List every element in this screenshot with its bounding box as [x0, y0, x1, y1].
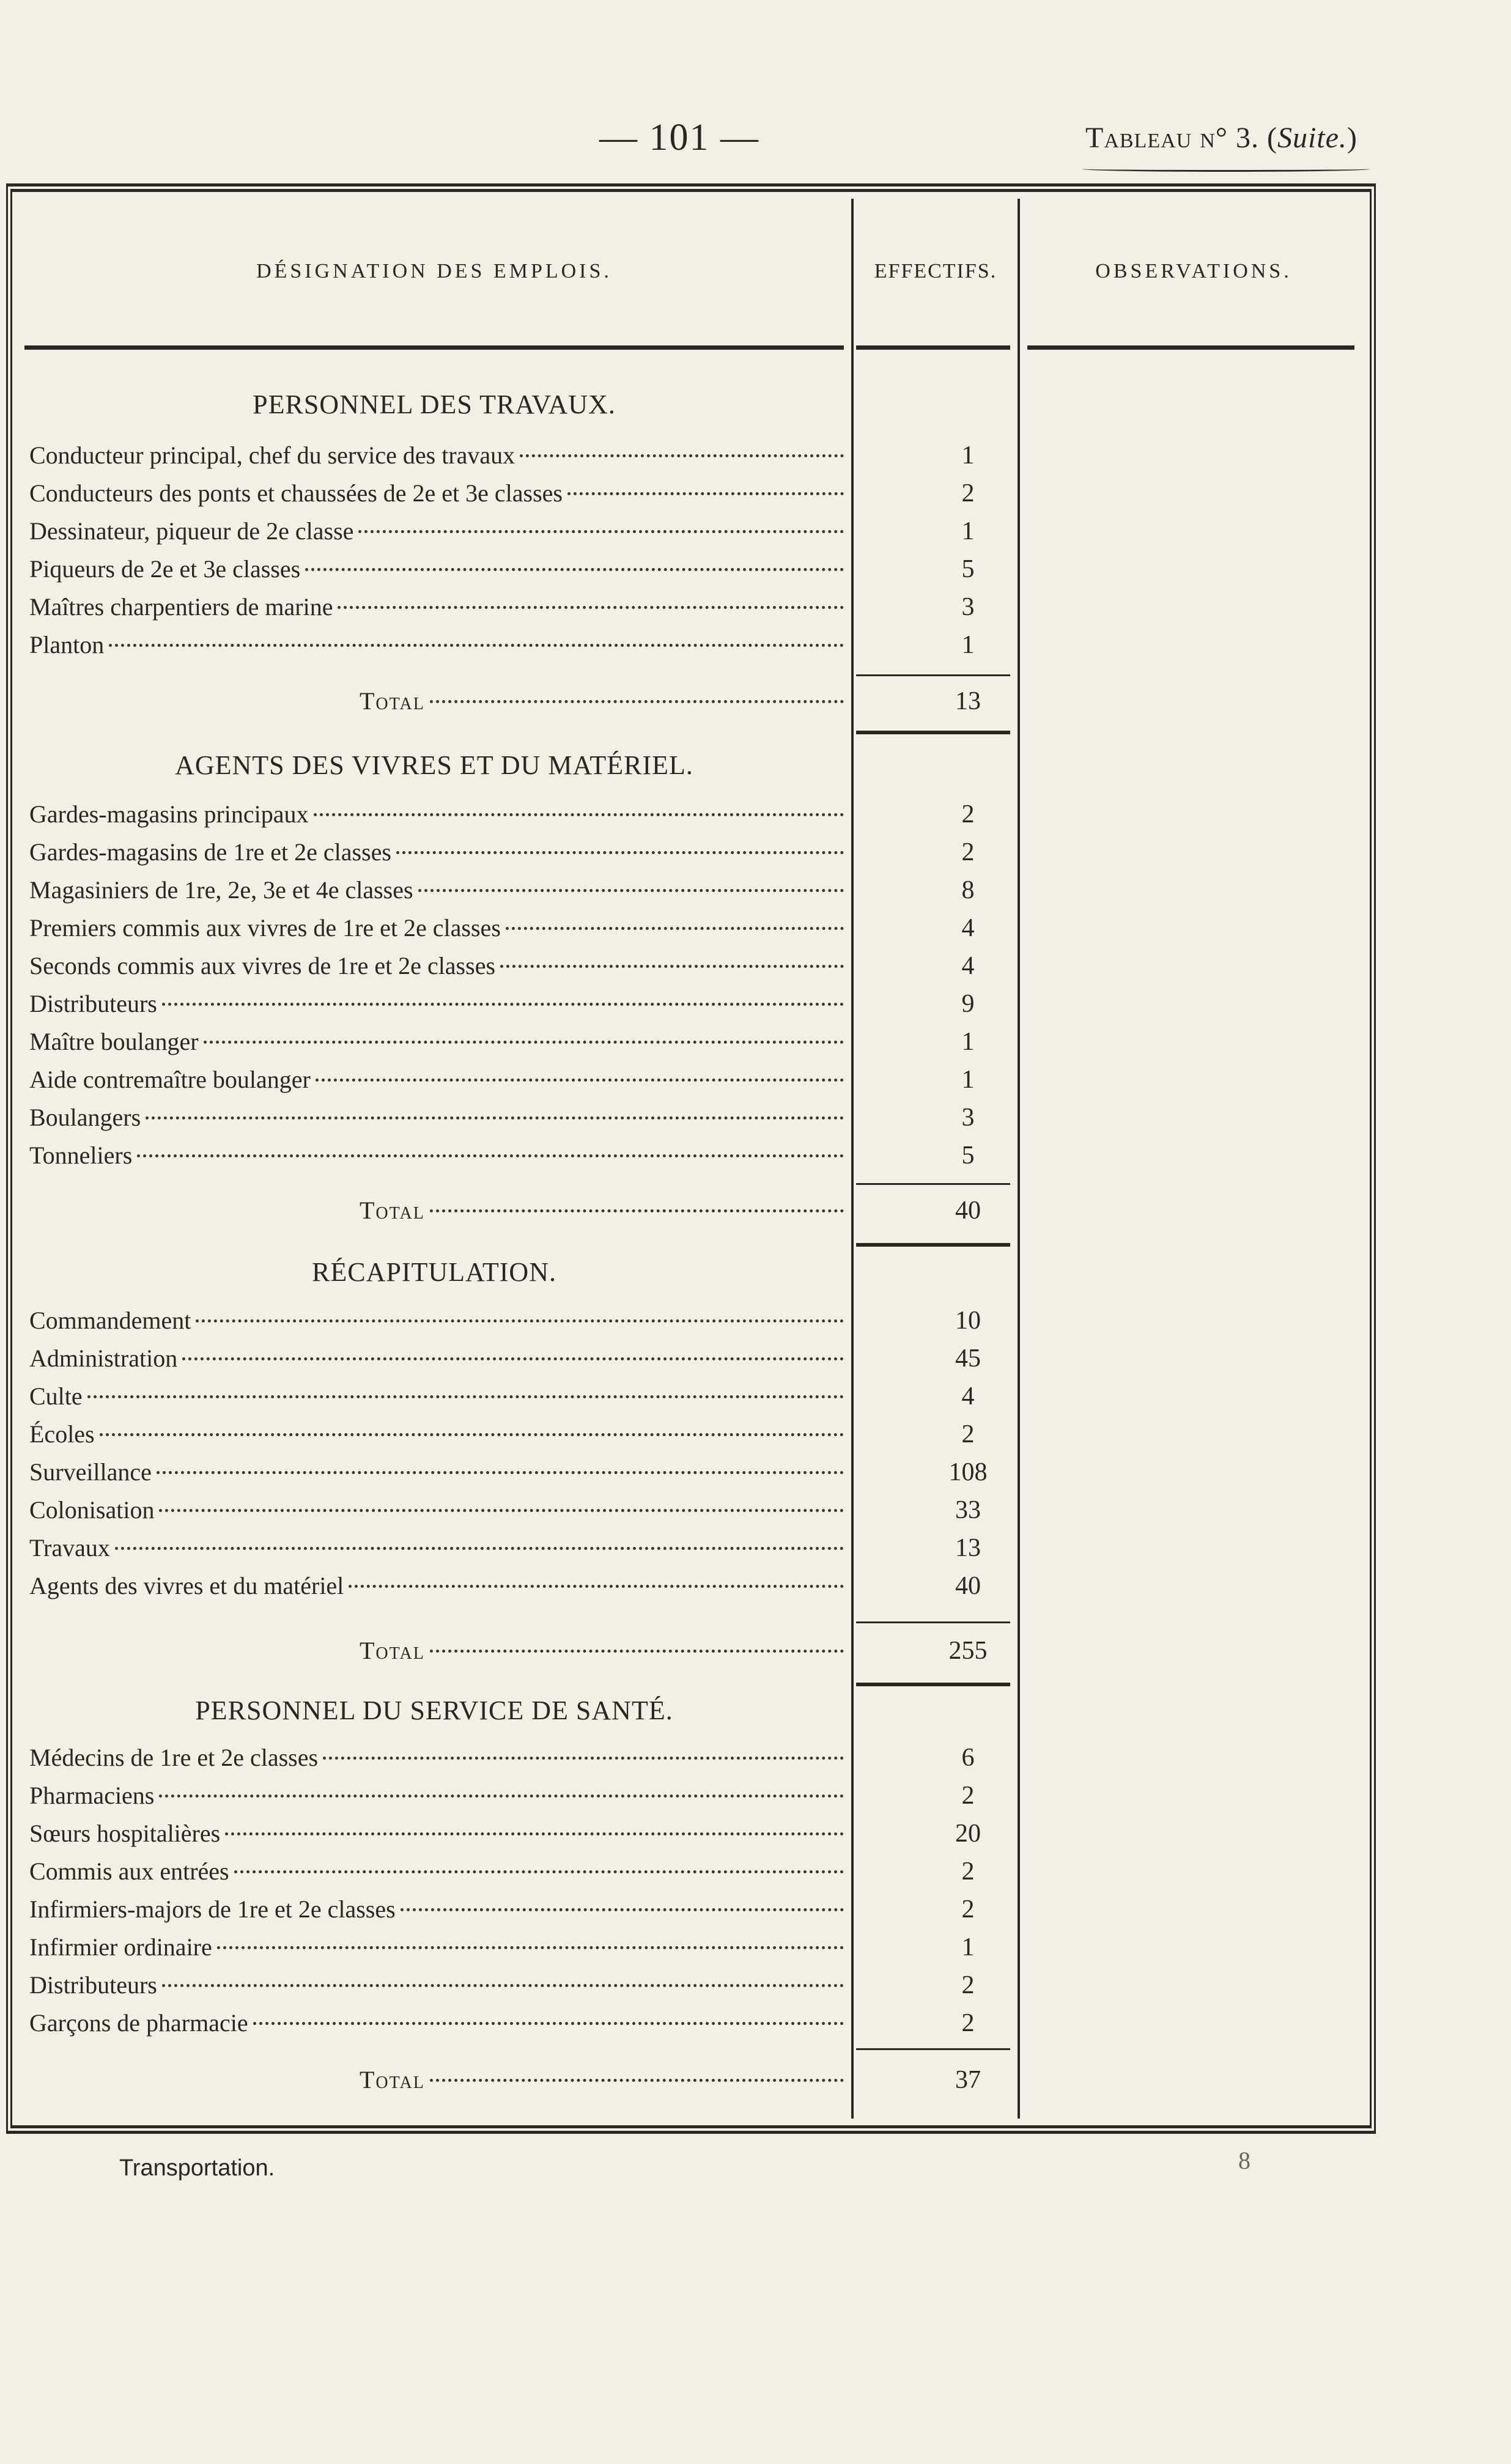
row-value: 3 — [961, 1104, 975, 1132]
row-value: 33 — [955, 1496, 981, 1524]
dot-leader — [157, 1471, 844, 1474]
table-row — [29, 2005, 975, 2042]
row-label: Distributeurs — [29, 990, 157, 1017]
total-value: 40 — [955, 1197, 981, 1225]
table-row — [29, 1099, 975, 1136]
dot-leader — [338, 606, 844, 609]
dot-leader — [162, 1003, 844, 1006]
dot-leader — [314, 813, 844, 816]
table-reference — [1085, 121, 1358, 155]
row-label: Maîtres charpentiers de marine — [29, 593, 333, 621]
sheet-signature-mark: 8 — [1238, 2147, 1251, 2174]
dot-leader — [87, 1395, 844, 1398]
row-label: Aide contremaître boulanger — [29, 1066, 311, 1093]
row-label: Surveillance — [29, 1458, 152, 1486]
footer-note: Transportation. — [119, 2155, 275, 2181]
total-value: 37 — [955, 2066, 981, 2094]
row-value: 13 — [955, 1534, 981, 1562]
section-end-rule — [856, 1243, 1010, 1247]
total-rule — [856, 1183, 1010, 1185]
section-title-sante: PERSONNEL DU SERVICE DE SANTÉ. — [195, 1695, 673, 1725]
header-rule-effectifs — [856, 345, 1010, 350]
row-value: 2 — [961, 1971, 975, 1999]
row-label: Infirmiers-majors de 1re et 2e classes — [29, 1895, 396, 1923]
row-value: 2 — [961, 479, 975, 507]
dot-leader — [358, 530, 844, 533]
section-title-recapitulation: RÉCAPITULATION. — [312, 1257, 556, 1287]
table-row — [29, 1568, 981, 1604]
column-header-designation: DÉSIGNATION DES EMPLOIS. — [256, 260, 612, 282]
row-value: 2 — [961, 1857, 975, 1886]
dot-leader — [109, 644, 844, 647]
row-value: 2 — [961, 838, 975, 866]
row-label: Travaux — [29, 1534, 110, 1562]
dot-leader — [305, 568, 844, 571]
dot-leader — [162, 1984, 844, 1987]
row-value: 9 — [961, 990, 975, 1018]
dot-leader — [159, 1795, 844, 1798]
table-row — [29, 513, 975, 550]
row-label: Tonneliers — [29, 1142, 133, 1169]
table-row — [29, 475, 975, 512]
table-row — [29, 1340, 981, 1377]
table-row — [29, 627, 975, 663]
dot-leader — [323, 1757, 844, 1760]
row-value: 8 — [961, 876, 975, 904]
total-row — [29, 2062, 981, 2098]
table-row — [29, 796, 975, 833]
row-label: Gardes-magasins de 1re et 2e classes — [29, 838, 391, 866]
row-value: 5 — [961, 1142, 975, 1170]
row-label: Écoles — [29, 1420, 95, 1448]
row-value: 1 — [961, 1933, 975, 1961]
dot-leader — [567, 492, 844, 495]
row-value: 4 — [961, 1382, 975, 1411]
table-row — [29, 834, 975, 871]
table-row — [29, 872, 975, 909]
section-end-rule — [856, 1683, 1010, 1686]
section-title-vivres: AGENTS DES VIVRES ET DU MATÉRIEL. — [175, 750, 693, 780]
total-rule — [856, 674, 1010, 676]
dot-leader — [217, 1946, 844, 1949]
row-label: Boulangers — [29, 1104, 141, 1131]
table-row — [29, 1378, 975, 1415]
dot-leader — [396, 851, 844, 854]
row-label: Piqueurs de 2e et 3e classes — [29, 555, 301, 583]
dot-leader — [137, 1154, 844, 1157]
dot-leader — [234, 1870, 844, 1873]
row-label: Gardes-magasins principaux — [29, 800, 309, 828]
row-value: 2 — [961, 1420, 975, 1448]
dot-leader — [430, 700, 844, 703]
dot-leader — [418, 889, 844, 892]
total-label: Total — [360, 1637, 425, 1664]
row-value: 2 — [961, 1895, 975, 1924]
row-value: 45 — [955, 1345, 981, 1373]
table-row — [29, 1024, 975, 1060]
row-value: 1 — [961, 631, 975, 659]
row-label: Conducteur principal, chef du service des travaux — [29, 441, 515, 469]
row-label: Planton — [29, 631, 105, 658]
dot-leader — [253, 2022, 844, 2025]
row-label: Seconds commis aux vivres de 1re et 2e classes — [29, 952, 496, 979]
row-value: 1 — [961, 441, 975, 470]
table-row — [29, 1815, 981, 1852]
dot-leader — [430, 1650, 844, 1653]
table-row — [29, 948, 975, 984]
row-value: 3 — [961, 593, 975, 621]
header-rule-designation — [24, 345, 844, 350]
row-label: Conducteurs des ponts et chaussées de 2e et 3e classes — [29, 479, 563, 507]
dot-leader — [159, 1509, 844, 1512]
row-label: Premiers commis aux vivres de 1re et 2e classes — [29, 914, 501, 942]
row-value: 108 — [948, 1458, 988, 1486]
row-label: Commis aux entrées — [29, 1857, 229, 1885]
table-row — [29, 1891, 975, 1928]
table-row — [29, 1061, 975, 1098]
table-row — [29, 1302, 981, 1339]
dot-leader — [182, 1357, 844, 1360]
row-value: 2 — [961, 2009, 975, 2037]
total-row — [29, 683, 981, 720]
row-label: Garçons de pharmacie — [29, 2009, 248, 2037]
row-value: 40 — [955, 1572, 981, 1600]
row-label: Sœurs hospitalières — [29, 1820, 221, 1847]
table-row — [29, 1454, 988, 1491]
table-row — [29, 910, 975, 946]
table-reference-prefix: Tableau n° 3. ( — [1085, 122, 1277, 154]
row-value: 1 — [961, 1066, 975, 1094]
dot-leader — [196, 1319, 844, 1322]
table-row — [29, 1137, 975, 1174]
dot-leader — [401, 1908, 844, 1911]
table-row — [29, 1492, 981, 1529]
row-label: Médecins de 1re et 2e classes — [29, 1744, 319, 1771]
total-label: Total — [360, 687, 425, 715]
section-title-travaux: PERSONNEL DES TRAVAUX. — [253, 389, 616, 419]
row-label: Agents des vivres et du matériel — [29, 1572, 344, 1599]
page-number: — 101 — — [599, 117, 759, 158]
row-value: 4 — [961, 952, 975, 980]
table-row — [29, 1967, 975, 2004]
row-label: Culte — [29, 1382, 83, 1410]
row-value: 1 — [961, 1028, 975, 1056]
table-reference-suite: Suite. — [1277, 122, 1347, 154]
row-label: Magasiniers de 1re, 2e, 3e et 4e classes — [29, 876, 413, 904]
table-row — [29, 1929, 975, 1966]
table-row — [29, 1530, 981, 1566]
row-value: 5 — [961, 555, 975, 583]
row-value: 20 — [955, 1820, 981, 1848]
total-rule — [856, 1621, 1010, 1623]
table-row — [29, 986, 975, 1022]
column-header-observations: OBSERVATIONS. — [1095, 260, 1292, 282]
total-row — [29, 1192, 981, 1229]
table-reference-underline — [1082, 166, 1370, 172]
total-label: Total — [360, 1197, 425, 1224]
dot-leader — [430, 2079, 844, 2082]
table-row — [29, 1416, 975, 1453]
row-label: Maître boulanger — [29, 1028, 199, 1055]
table-row — [29, 437, 975, 474]
table-row — [29, 1853, 975, 1890]
total-rule — [856, 2048, 1010, 2050]
row-label: Distributeurs — [29, 1971, 157, 1999]
table-row — [29, 1777, 975, 1814]
row-label: Pharmaciens — [29, 1782, 155, 1809]
dot-leader — [520, 454, 844, 457]
dot-leader — [500, 965, 844, 968]
total-value: 255 — [948, 1637, 988, 1665]
row-label: Infirmier ordinaire — [29, 1933, 212, 1961]
column-header-effectifs: EFFECTIFS. — [874, 260, 997, 282]
dot-leader — [430, 1209, 844, 1212]
row-value: 2 — [961, 1782, 975, 1810]
dot-leader — [316, 1079, 844, 1082]
row-label: Colonisation — [29, 1496, 155, 1524]
table-row — [29, 551, 975, 588]
total-label: Total — [360, 2066, 425, 2093]
total-row — [29, 1632, 988, 1669]
dot-leader — [115, 1547, 844, 1550]
total-value: 13 — [955, 687, 981, 715]
dot-leader — [146, 1116, 844, 1119]
dot-leader — [349, 1585, 844, 1588]
row-label: Commandement — [29, 1307, 191, 1334]
table-row — [29, 589, 975, 625]
section-end-rule — [856, 731, 1010, 734]
row-value: 10 — [955, 1307, 981, 1335]
row-value: 6 — [961, 1744, 975, 1772]
table-row — [29, 1739, 975, 1776]
dot-leader — [506, 927, 844, 930]
row-value: 4 — [961, 914, 975, 942]
row-value: 1 — [961, 517, 975, 545]
table-reference-suffix: ) — [1347, 122, 1358, 154]
row-label: Dessinateur, piqueur de 2e classe — [29, 517, 354, 545]
dot-leader — [100, 1433, 844, 1436]
row-label: Administration — [29, 1345, 178, 1372]
header-rule-observations — [1027, 345, 1354, 350]
dot-leader — [204, 1041, 844, 1044]
column-divider-effectifs — [851, 199, 854, 2119]
row-value: 2 — [961, 800, 975, 828]
dot-leader — [225, 1832, 844, 1835]
